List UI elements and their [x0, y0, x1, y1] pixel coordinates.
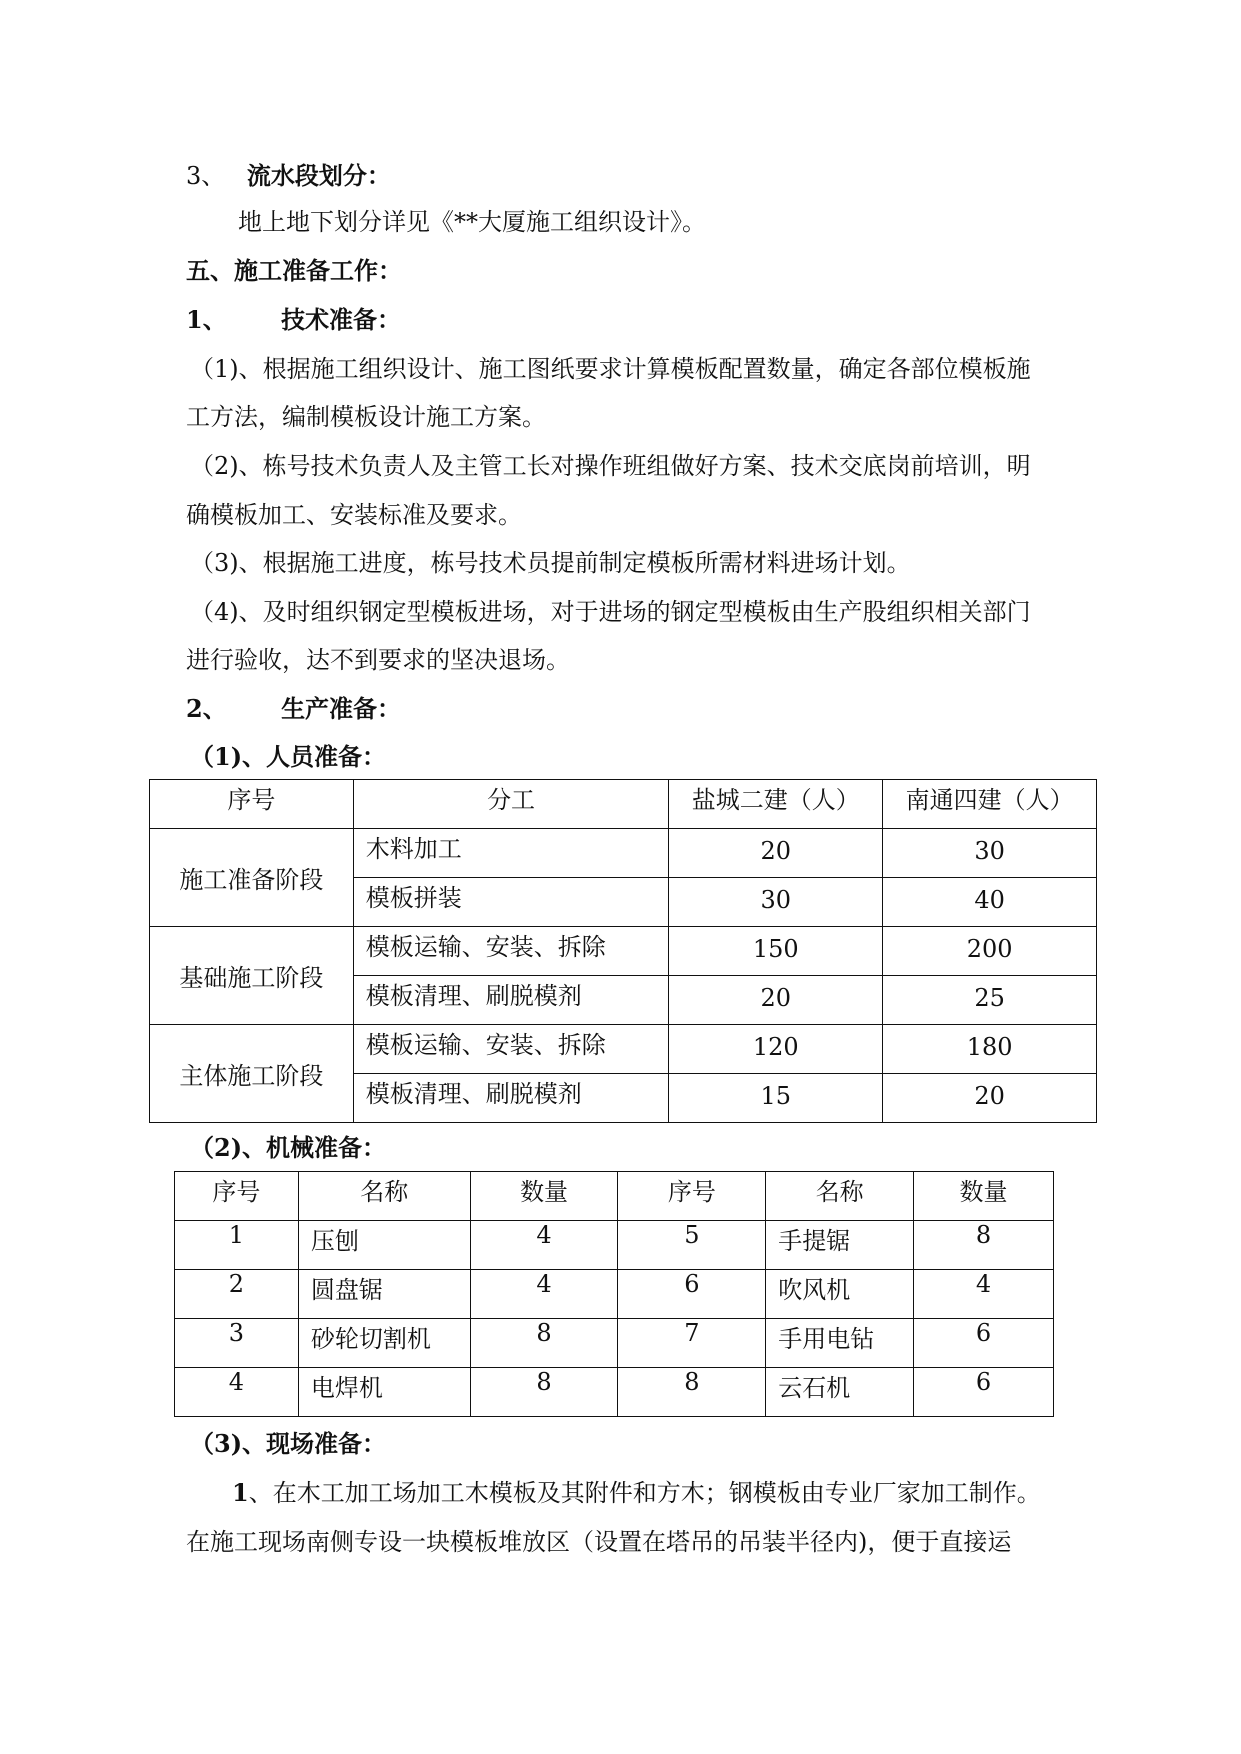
seq-cell: 1: [175, 1221, 299, 1270]
qty-cell: 8: [470, 1319, 618, 1368]
table-row: [175, 1270, 1054, 1319]
name-cell: 云石机: [766, 1368, 914, 1417]
name-cell: 电焊机: [298, 1368, 470, 1417]
qty-cell: 4: [470, 1221, 618, 1270]
qty-cell: 6: [914, 1319, 1054, 1368]
count-cell: 25: [883, 976, 1097, 1025]
seq-cell: 6: [618, 1270, 766, 1319]
count-cell: 30: [883, 829, 1097, 878]
machinery-title: （2)、机械准备：: [190, 1133, 387, 1162]
count-cell: 30: [669, 878, 883, 927]
seq-cell: 5: [618, 1221, 766, 1270]
qty-cell: 6: [914, 1368, 1054, 1417]
task-cell: 模板清理、刷脱模剂: [353, 976, 669, 1025]
name-cell: 手提锯: [766, 1221, 914, 1270]
header-cell: 名称: [298, 1172, 470, 1221]
seq-cell: 7: [618, 1319, 766, 1368]
count-cell: 40: [883, 878, 1097, 927]
name-cell: 压刨: [298, 1221, 470, 1270]
qty-cell: 4: [914, 1270, 1054, 1319]
stage-cell: 基础施工阶段: [150, 927, 354, 1025]
task-cell: 模板清理、刷脱模剂: [353, 1074, 669, 1123]
name-cell: 吹风机: [766, 1270, 914, 1319]
section-3-text: 地上地下划分详见《**大厦施工组织设计》。: [238, 208, 706, 236]
table-row: [175, 1368, 1054, 1417]
tech-title: 技术准备：: [281, 305, 402, 334]
site-line-1-text: 、在木工加工场加工木模板及其附件和方木；钢模板由专业厂家加工制作。: [248, 1479, 1041, 1507]
task-cell: 模板拼装: [353, 878, 669, 927]
tech-p2-line2: 确模板加工、安装标准及要求。: [186, 501, 522, 529]
personnel-title: （1)、人员准备：: [190, 742, 387, 771]
prod-number: 2、: [186, 694, 227, 723]
task-cell: 模板运输、安装、拆除: [353, 927, 669, 976]
table-row: [150, 829, 1097, 878]
count-cell: 150: [669, 927, 883, 976]
tech-p4-line1: （4)、及时组织钢定型模板进场，对于进场的钢定型模板由生产股组织相关部门: [190, 598, 1031, 626]
name-cell: 砂轮切割机: [298, 1319, 470, 1368]
seq-cell: 4: [175, 1368, 299, 1417]
stage-cell: 主体施工阶段: [150, 1025, 354, 1123]
tech-heading: [186, 304, 401, 336]
name-cell: 手用电钻: [766, 1319, 914, 1368]
site-line-2: 在施工现场南侧专设一块模板堆放区（设置在塔吊的吊装半径内)，便于直接运: [186, 1528, 1012, 1556]
table-row: [150, 1025, 1097, 1074]
qty-cell: 4: [470, 1270, 618, 1319]
header-cell: 分工: [353, 780, 669, 829]
count-cell: 20: [669, 829, 883, 878]
count-cell: 20: [669, 976, 883, 1025]
tech-p1-line2: 工方法，编制模板设计施工方案。: [186, 403, 546, 431]
count-cell: 120: [669, 1025, 883, 1074]
header-cell: 序号: [175, 1172, 299, 1221]
count-cell: 15: [669, 1074, 883, 1123]
stage-cell: 施工准备阶段: [150, 829, 354, 927]
table-row: [175, 1221, 1054, 1270]
seq-cell: 2: [175, 1270, 299, 1319]
qty-cell: 8: [914, 1221, 1054, 1270]
site-line-1-number: 1: [232, 1478, 249, 1507]
prod-title: 生产准备：: [281, 694, 402, 723]
tech-p1-line1: （1)、根据施工组织设计、施工图纸要求计算模板配置数量，确定各部位模板施: [190, 355, 1031, 383]
task-cell: 木料加工: [353, 829, 669, 878]
tech-p3-line1: （3)、根据施工进度，栋号技术员提前制定模板所需材料进场计划。: [190, 549, 911, 577]
machinery-table: [174, 1171, 1054, 1417]
header-cell: 南通四建（人）: [883, 780, 1097, 829]
count-cell: 20: [883, 1074, 1097, 1123]
count-cell: 200: [883, 927, 1097, 976]
section-3-title: 流水段划分：: [246, 161, 391, 190]
header-cell: 序号: [618, 1172, 766, 1221]
seq-cell: 8: [618, 1368, 766, 1417]
table-row: [150, 927, 1097, 976]
section-5-title: 五、施工准备工作：: [186, 256, 402, 285]
prod-heading: [186, 693, 401, 725]
task-cell: 模板运输、安装、拆除: [353, 1025, 669, 1074]
header-cell: 序号: [150, 780, 354, 829]
site-line-1: [232, 1477, 1041, 1509]
personnel-header-row: [150, 780, 1097, 829]
count-cell: 180: [883, 1025, 1097, 1074]
header-cell: 数量: [914, 1172, 1054, 1221]
tech-p2-line1: （2)、栋号技术负责人及主管工长对操作班组做好方案、技术交底岗前培训，明: [190, 452, 1031, 480]
qty-cell: 8: [470, 1368, 618, 1417]
name-cell: 圆盘锯: [298, 1270, 470, 1319]
tech-number: 1、: [186, 305, 227, 334]
tech-p4-line2: 进行验收，达不到要求的坚决退场。: [186, 646, 570, 674]
section-3-heading: [186, 160, 391, 192]
site-title: （3)、现场准备：: [190, 1429, 387, 1458]
section-3-number: 3、: [186, 162, 226, 190]
seq-cell: 3: [175, 1319, 299, 1368]
table-row: [175, 1319, 1054, 1368]
header-cell: 盐城二建（人）: [669, 780, 883, 829]
machinery-header-row: [175, 1172, 1054, 1221]
personnel-table: [149, 779, 1097, 1123]
header-cell: 数量: [470, 1172, 618, 1221]
header-cell: 名称: [766, 1172, 914, 1221]
